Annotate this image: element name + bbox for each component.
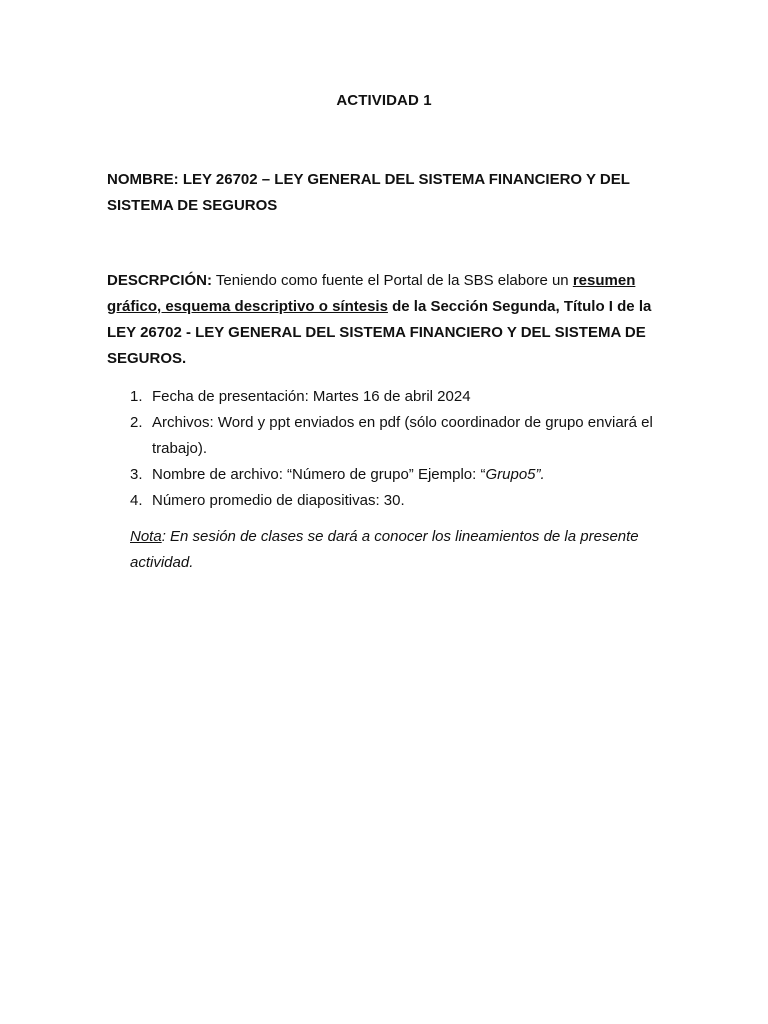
nota-text: : En sesión de clases se dará a conocer los lineamientos de la presente actividad. [130,528,639,571]
list-item-text: Fecha de presentación: Martes 16 de abril 2024 [152,388,471,405]
list-item-number: 3. [130,466,143,483]
nota-label: Nota [130,528,162,545]
descripcion-highlight: resumen gráfico, esquema descriptivo o síntesis [107,272,636,315]
list-item-text: Archivos: Word y ppt enviados en pdf (sólo coordinador de grupo enviará el trabajo). [152,414,653,457]
list-item [130,488,670,514]
nombre-paragraph: NOMBRE: LEY 26702 – LEY GENERAL DEL SISTEMA FINANCIERO Y DEL SISTEMA DE SEGUROS [107,171,630,214]
list-item [130,384,670,410]
descripcion-paragraph [107,268,667,372]
list-item [130,410,670,462]
list-item-number: 1. [130,388,143,405]
list-item-text: Número promedio de diapositivas: 30. [152,492,405,509]
list-item-text: Nombre de archivo: “Número de grupo” Ejemplo: “ [152,466,486,483]
descripcion-label: DESCRPCIÓN: [107,272,213,289]
descripcion-text: Teniendo como fuente el Portal de la SBS elabore un [212,272,573,289]
nota-paragraph [130,524,675,576]
document-title: ACTIVIDAD 1 [336,92,432,109]
descripcion-bold-rest: de la Sección Segunda, Título I de la LEY 26702 - LEY GENERAL DEL SISTEMA FINANCIERO Y DEL SISTEMA DE SEGUROS. [107,298,652,367]
list-item-number: 4. [130,492,143,509]
list-item-number: 2. [130,414,143,431]
list-item [130,462,670,488]
requirements-list [130,384,670,514]
list-item-italic: Grupo5”. [485,466,545,483]
